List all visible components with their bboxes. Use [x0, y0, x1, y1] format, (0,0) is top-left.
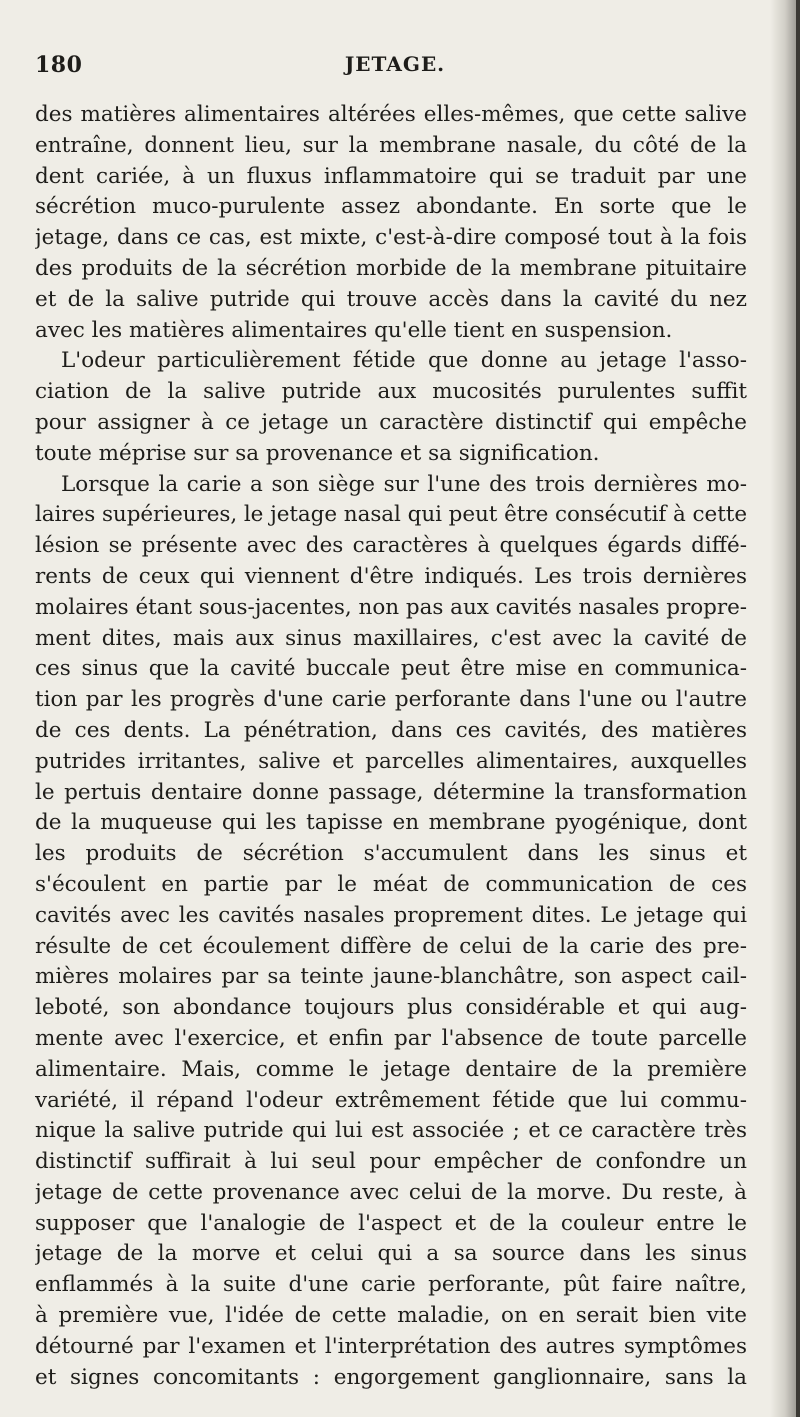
text-line: ces sinus que la cavité buccale peut être mise en communica- — [35, 656, 747, 682]
text-line: distinctif suffirait à lui seul pour empêcher de confondre un — [35, 1149, 747, 1175]
text-line: cavités avec les cavités nasales proprement dites. Le jetage qui — [35, 902, 747, 928]
text-line: nique la salive putride qui lui est associée ; et ce caractère très — [35, 1118, 747, 1144]
text-line: et de la salive putride qui trouve accès dans la cavité du nez — [35, 286, 747, 312]
text-line: mente avec l'exercice, et enfin par l'absence de toute parcelle — [35, 1025, 747, 1051]
text-line: L'odeur particulièrement fétide que donne au jetage l'asso- — [61, 348, 747, 374]
text-line: les produits de sécrétion s'accumulent dans les sinus et — [35, 841, 747, 867]
text-line: alimentaire. Mais, comme le jetage dentaire de la première — [35, 1056, 747, 1082]
text-line: détourné par l'examen et l'interprétation des autres symptômes — [35, 1333, 747, 1359]
text-line: jetage de la morve et celui qui a sa source dans les sinus — [35, 1241, 747, 1267]
running-title: JETAGE. — [344, 52, 446, 76]
text-line: entraîne, donnent lieu, sur la membrane nasale, du côté de la — [35, 132, 747, 158]
text-line: molaires étant sous-jacentes, non pas aux cavités nasales propre- — [35, 594, 747, 620]
text-line: tion par les progrès d'une carie perforante dans l'une ou l'autre — [35, 687, 747, 713]
text-line: s'écoulent en partie par le méat de communication de ces — [35, 871, 747, 897]
text-line: jetage de cette provenance avec celui de la morve. Du reste, à — [35, 1179, 747, 1205]
text-line: des matières alimentaires altérées elles-mêmes, que cette salive — [35, 102, 747, 127]
text-line: pour assigner à ce jetage un caractère distinctif qui empêche — [35, 409, 747, 435]
text-line: putrides irritantes, salive et parcelles alimentaires, auxquelles — [35, 748, 747, 774]
text-line: sécrétion muco-purulente assez abondante. En sorte que le — [35, 194, 747, 220]
text-line: Lorsque la carie a son siège sur l'une des trois dernières mo- — [61, 471, 747, 497]
text-line: lésion se présente avec des caractères à quelques égards diffé- — [35, 533, 747, 559]
text-line: à première vue, l'idée de cette maladie, on en serait bien vite — [35, 1303, 747, 1329]
text-line: supposer que l'analogie de l'aspect et de la couleur entre le — [35, 1210, 747, 1236]
body-text — [35, 100, 747, 1393]
text-line: avec les matières alimentaires qu'elle tient en suspension. — [35, 317, 673, 343]
text-line: ciation de la salive putride aux mucosités purulentes suffit — [35, 379, 747, 405]
text-line: laires supérieures, le jetage nasal qui peut être consécutif à cette — [35, 502, 747, 528]
text-line: de ces dents. La pénétration, dans ces cavités, des matières — [35, 717, 747, 743]
text-line: leboté, son abondance toujours plus considérable et qui aug- — [35, 995, 747, 1021]
text-line: rents de ceux qui viennent d'être indiqués. Les trois dernières — [35, 563, 747, 589]
text-line: ment dites, mais aux sinus maxillaires, c'est avec la cavité de — [35, 625, 747, 651]
text-line: enflammés à la suite d'une carie perforante, pût faire naître, — [35, 1272, 747, 1298]
page-number: 180 — [35, 52, 83, 78]
text-line: toute méprise sur sa provenance et sa signification. — [35, 440, 600, 466]
text-line: de la muqueuse qui les tapisse en membrane pyogénique, dont — [35, 810, 747, 836]
text-line: des produits de la sécrétion morbide de la membrane pituitaire — [35, 255, 747, 281]
text-line: jetage, dans ce cas, est mixte, c'est-à-dire composé tout à la fois — [35, 225, 747, 251]
running-head — [35, 52, 755, 92]
text-line: dent cariée, à un fluxus inflammatoire qui se traduit par une — [35, 163, 747, 189]
text-line: mières molaires par sa teinte jaune-blanchâtre, son aspect cail- — [35, 964, 747, 990]
text-line: le pertuis dentaire donne passage, détermine la transformation — [35, 779, 747, 805]
text-line: résulte de cet écoulement diffère de celui de la carie des pre- — [35, 933, 747, 959]
text-line: et signes concomitants : engorgement ganglionnaire, sans la — [35, 1364, 747, 1390]
page-edge-shadow — [796, 0, 800, 1417]
text-line: variété, il répand l'odeur extrêmement fétide que lui commu- — [35, 1087, 747, 1113]
